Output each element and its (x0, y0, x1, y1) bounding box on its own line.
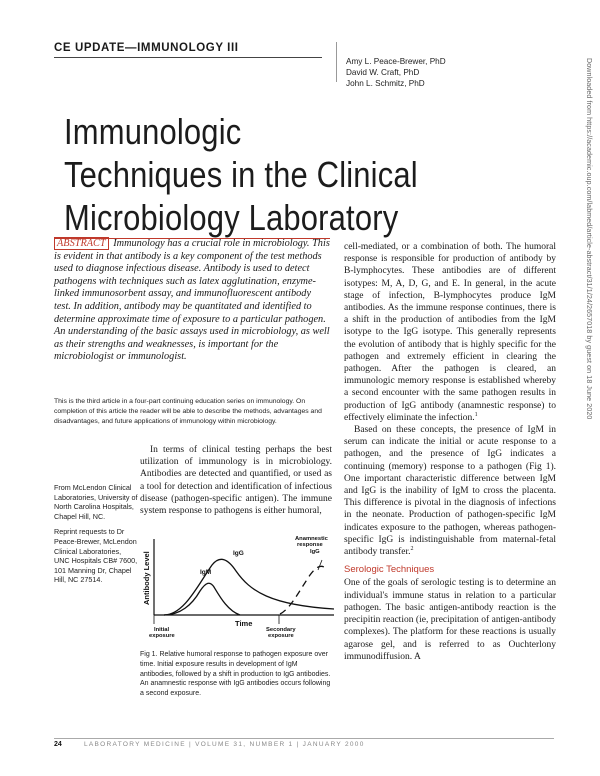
reference-2: 2 (410, 545, 414, 552)
page-number: 24 (54, 741, 62, 748)
igm-label: IgM (200, 569, 212, 576)
initial-exposure-label-2: exposure (149, 633, 175, 639)
title-line-1: Immunologic (64, 111, 242, 152)
igg-label: IgG (233, 550, 244, 557)
anamnestic-label-line-2: response (297, 542, 323, 548)
download-notice-text: Downloaded from https://academic.oup.com/labmed/article-abstract/31/1/24/2657018 by guest on 18 June 2020 (585, 58, 593, 420)
section-heading-serologic: Serologic Techniques (344, 564, 435, 576)
paragraph-humoral-text: cell-mediated, or a combination of both. The humoral response is responsible for production of antibody by B-lymphocytes. These antibodies are of different isotypes: M, A, D, G, and E. In general, in the acute stage of infection, B-lymphocytes produce IgM antibodies. As the immune response continues, there is a shift in the production of antibodies from the IgM isotype to the IgG isotype. This generally represents the evolution of antibody that is highly specific for the pathogen and extremely efficient in clearing the pathogen. After the pathogen is cleared, an immunologic memory response is established whereby a second encounter with the same pathogen results in production of IgG antibody (anamnestic response) to effectively eliminate the infection. (344, 242, 556, 423)
footer-rule (54, 738, 554, 739)
secondary-exposure-label-1: Secondary (266, 627, 296, 633)
y-axis-label: Antibody Level (142, 551, 151, 605)
series-label: CE UPDATE—IMMUNOLOGY III (54, 42, 322, 58)
author-1: Amy L. Peace-Brewer, PhD (346, 57, 446, 66)
anamnestic-arrow (318, 560, 322, 570)
article-title (64, 110, 418, 239)
anamnestic-label-line-1: Anamnestic (295, 536, 328, 542)
affiliation-note (54, 483, 138, 585)
x-axis-label: Time (235, 619, 253, 628)
abstract-text: Immunology has a crucial role in microbiology. This is evident in that antibody is a key component of the test methods used to diagnose infectious disease. Antibody is used to detect pathogens with techniques such as latex agglutination, enzyme-linked immunosorbent assay, and immunofluorescent antibody test. In addition, antibody may be quantitated and identified to determine approximate time of exposure to a particular pathogen. An understanding of the basic assays used in microbiology, as well as their strengths and weaknesses, is important for the microbiologist or immunologist. (54, 238, 330, 363)
figure-1-chart (140, 535, 336, 641)
igg-curve (164, 559, 334, 615)
left-column-body: In terms of clinical testing perhaps the best utilization of immunology is in microbiology. Antibodies are detected and quantified, or used as a tool for detection and identification of infectious disease (pathogen-specific antigen). The immune system response to pathogens is either humoral, (140, 445, 332, 517)
paragraph-igm-igg-text: Based on these concepts, the presence of IgM in serum can indicate the initial or acute response to a pathogen, and the presence of IgG indicates a continuing (memory) response to a pathogen (Fig 1). One important characteristic difference between IgM and IgG is the inability of IgM to cross the placenta. This difference is pivotal in the diagnosis of infections in the neonate. Production of pathogen-specific IgM indicates exposure to the pathogen, whereas pathogen-specific IgG is indistinguishable from maternal-fetal antibody transfer. (344, 425, 556, 558)
byline-divider (336, 42, 337, 82)
anamnestic-igg-curve (280, 566, 324, 614)
abstract-tag: ABSTRACT (54, 237, 109, 250)
title-line-2: Techniques in the Clinical (64, 154, 418, 195)
affiliation-from: From McLendon Clinical Laboratories, University of North Carolina Hospitals, Chapel Hill, NC. (54, 483, 138, 521)
figure-1-caption: Fig 1. Relative humoral response to pathogen exposure over time. Initial exposure results in development of IgM antibodies, followed by a shift in production to IgG antibodies. An anamnestic response with IgG antibodies occurs following a second exposure. (140, 651, 331, 698)
author-2: David W. Craft, PhD (346, 68, 420, 77)
journal-footer: LABORATORY MEDICINE | VOLUME 31, NUMBER 1 | JANUARY 2000 (84, 741, 365, 748)
paragraph-igm-igg (344, 424, 556, 558)
igm-curve (164, 583, 240, 615)
reference-1: 1 (474, 411, 478, 418)
download-notice (582, 58, 596, 718)
author-3: John L. Schmitz, PhD (346, 79, 425, 88)
abstract (54, 238, 330, 364)
series-note: This is the third article in a four-part continuing education series on immunology. On completion of this article the reader will be able to describe the methods, advantages and disadvantages, and future applications of immunology within microbiology. (54, 398, 322, 426)
secondary-exposure-label-2: exposure (268, 633, 294, 639)
initial-exposure-label-1: Initial (154, 627, 170, 633)
anamnestic-label-line-3: IgG (310, 549, 320, 555)
title-line-3: Microbiology Laboratory (64, 197, 399, 238)
reprint-requests: Reprint requests to Dr Peace-Brewer, McLendon Clinical Laboratories, UNC Hospitals CB# 7600, 101 Manning Dr, Chapel Hill, NC 27514. (54, 527, 138, 585)
author-list (346, 56, 446, 89)
right-column (344, 241, 556, 663)
paragraph-humoral (344, 241, 556, 424)
paragraph-serologic: One of the goals of serologic testing is to determine an individual's immune status in relation to a particular pathogen. The basic antigen-antibody reaction is the precipitin reaction (ie, precipitation of antigen-antibody complexes). The platform for these reactions is usually agarose gel, and is referred to as Ouchterlony immunodiffusion. A (344, 578, 556, 662)
